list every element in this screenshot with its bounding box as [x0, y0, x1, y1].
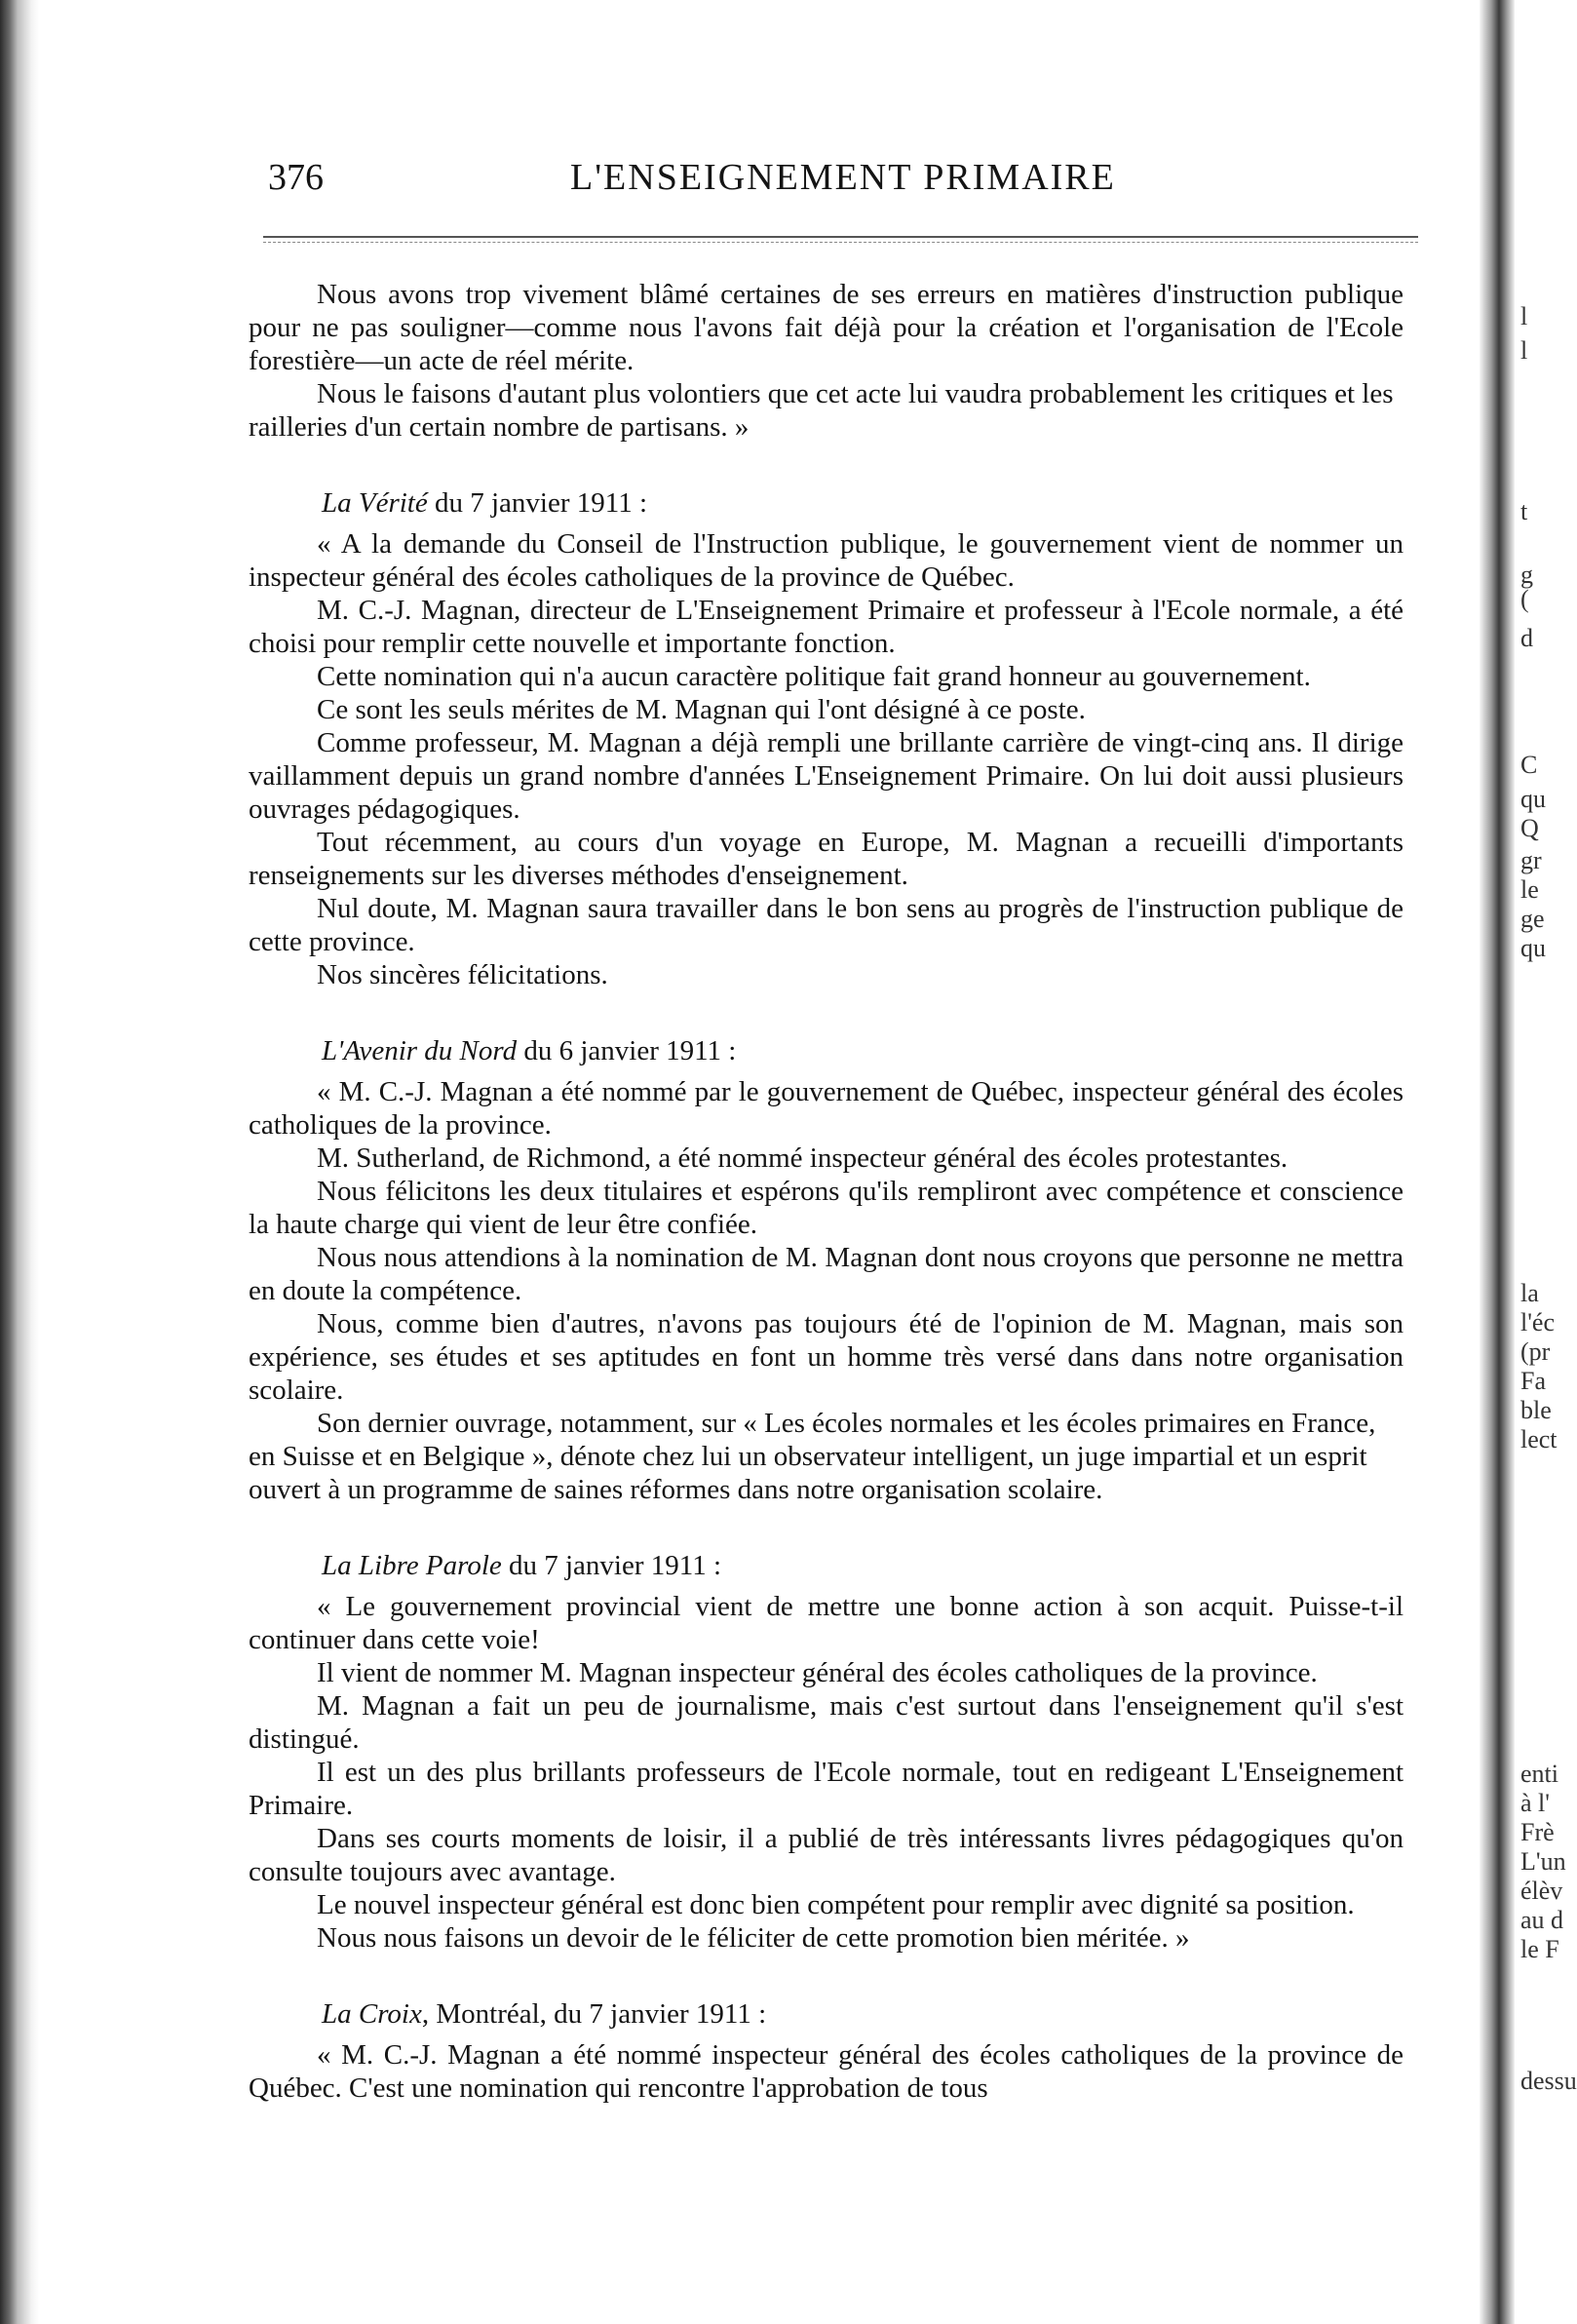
source-date: du 6 janvier 1911 :: [517, 1035, 737, 1066]
paragraph: Nous, comme bien d'autres, n'avons pas toujours été de l'opinion de M. Magnan, mais son expérience, ses études et ses aptitudes en font un homme très versé dans dans notre organisation scolaire.: [249, 1308, 1404, 1406]
margin-fragment: à l': [1520, 1789, 1550, 1817]
page-body: [249, 278, 1404, 2105]
paragraph: « M. C.-J. Magnan a été nommé inspecteur général des écoles catholiques de la province de Québec. C'est une nomination qui rencontre l'approbation de tous: [249, 2039, 1404, 2104]
paragraph: Il est un des plus brillants professeurs de l'Ecole normale, tout en redigeant L'Enseignement Primaire.: [249, 1757, 1404, 1821]
margin-fragment: C: [1520, 751, 1538, 779]
margin-fragment: au d: [1520, 1906, 1564, 1934]
margin-fragment: ge: [1520, 905, 1545, 933]
source-date: , Montréal, du 7 janvier 1911 :: [421, 1998, 767, 2030]
margin-fragment: L'un: [1520, 1847, 1566, 1876]
margin-fragment: t: [1520, 497, 1528, 525]
paragraph: Le nouvel inspecteur général est donc bien compétent pour remplir avec dignité sa position.: [317, 1889, 1355, 1920]
margin-fragment: qu: [1520, 934, 1546, 962]
paragraph: M. Magnan a fait un peu de journalisme, mais c'est surtout dans l'enseignement qu'il s'est distingué.: [249, 1690, 1404, 1755]
margin-fragment: (pr: [1520, 1337, 1551, 1366]
source-date: du 7 janvier 1911 :: [501, 1550, 721, 1581]
margin-fragment: Fa: [1520, 1367, 1546, 1395]
source-heading: [249, 1549, 1404, 1582]
book-page: [249, 146, 1418, 2104]
paragraph: Nous le faisons d'autant plus volontiers que cet acte lui vaudra probablement les critiques et les railleries d'un certain nombre de partisans. »: [249, 378, 1394, 443]
source-title: La Libre Parole: [322, 1550, 502, 1581]
section-avenir-du-nord: [249, 1034, 1404, 1506]
paragraph: Il vient de nommer M. Magnan inspecteur général des écoles catholiques de la province.: [317, 1657, 1318, 1688]
page-header: [249, 146, 1418, 205]
page-gutter-left: [0, 0, 39, 2324]
section-la-croix: [249, 1997, 1404, 2105]
intro-block: [249, 278, 1404, 444]
margin-fragment: dessu: [1520, 2067, 1577, 2095]
margin-fragment: d: [1520, 624, 1533, 652]
paragraph: « Le gouvernement provincial vient de mettre une bonne action à son acquit. Puisse-t-il continuer dans cette voie!: [249, 1591, 1404, 1655]
margin-fragment: gr: [1520, 846, 1542, 874]
margin-fragment: l: [1520, 336, 1528, 365]
margin-fragment: le F: [1520, 1935, 1559, 1963]
paragraph: Nos sincères félicitations.: [317, 959, 608, 990]
source-title: La Croix: [322, 1998, 422, 2030]
margin-fragment: ble: [1520, 1396, 1552, 1424]
facing-page-fragments: [1517, 0, 1577, 2324]
source-heading: [249, 1034, 1404, 1067]
source-title: L'Avenir du Nord: [322, 1035, 518, 1066]
paragraph: Nous avons trop vivement blâmé certaines de ses erreurs en matières d'instruction publique pour ne pas souligner—comme nous l'avons fait déjà pour la création et l'organisation de l'Ecole forestière—un acte de réel mérite.: [249, 279, 1404, 376]
paragraph: Ce sont les seuls mérites de M. Magnan qui l'ont désigné à ce poste.: [317, 694, 1086, 725]
paragraph: Comme professeur, M. Magnan a déjà rempli une brillante carrière de vingt-cinq ans. Il dirige vaillamment depuis un grand nombre d'années L'Enseignement Primaire. On lui doit aussi plusieurs ouvrages pédagogiques.: [249, 727, 1404, 825]
margin-fragment: lect: [1520, 1425, 1558, 1453]
margin-fragment: (: [1520, 585, 1529, 613]
page-number: 376: [268, 157, 324, 198]
margin-fragment: l'éc: [1520, 1308, 1555, 1336]
margin-fragment: Q: [1520, 814, 1539, 842]
paragraph: M. Sutherland, de Richmond, a été nommé inspecteur général des écoles protestantes.: [317, 1143, 1289, 1174]
paragraph: Son dernier ouvrage, notamment, sur « Les écoles normales et les écoles primaires en France, en Suisse et en Belgique », dénote chez lui un observateur intelligent, un juge impartial et un esprit ouvert à un programme de saines réformes dans notre organisation scolaire.: [249, 1408, 1376, 1505]
paragraph: Nul doute, M. Magnan saura travailler dans le bon sens au progrès de l'instruction publique de cette province.: [249, 893, 1404, 957]
source-heading: [249, 1997, 1404, 2031]
source-date: du 7 janvier 1911 :: [427, 487, 647, 519]
section-libre-parole: [249, 1549, 1404, 1955]
paragraph: « M. C.-J. Magnan a été nommé par le gouvernement de Québec, inspecteur général des écoles catholiques de la province.: [249, 1076, 1404, 1141]
paragraph: « A la demande du Conseil de l'Instruction publique, le gouvernement vient de nommer un inspecteur général des écoles catholiques de la province de Québec.: [249, 528, 1404, 593]
margin-fragment: Frè: [1520, 1818, 1555, 1846]
paragraph: Nous nous attendions à la nomination de M. Magnan dont nous croyons que personne ne mettra en doute la compétence.: [249, 1242, 1404, 1306]
book-spine-shadow: [1480, 0, 1515, 2324]
paragraph: Tout récemment, au cours d'un voyage en Europe, M. Magnan a recueilli d'importants renseignements sur les diverses méthodes d'enseignement.: [249, 827, 1404, 891]
margin-fragment: élèv: [1520, 1877, 1563, 1905]
source-title: La Vérité: [322, 487, 428, 519]
margin-fragment: la: [1520, 1279, 1539, 1307]
paragraph: Nous nous faisons un devoir de le féliciter de cette promotion bien méritée. »: [317, 1922, 1190, 1954]
paragraph: M. C.-J. Magnan, directeur de L'Enseignement Primaire et professeur à l'Ecole normale, a été choisi pour remplir cette nouvelle et importante fonction.: [249, 595, 1404, 659]
margin-fragment: le: [1520, 875, 1539, 904]
header-rule: [263, 236, 1418, 243]
margin-fragment: qu: [1520, 785, 1546, 813]
paragraph: Nous félicitons les deux titulaires et espérons qu'ils rempliront avec compétence et conscience la haute charge qui vient de leur être confiée.: [249, 1176, 1404, 1240]
margin-fragment: enti: [1520, 1760, 1558, 1788]
paragraph: Cette nomination qui n'a aucun caractère politique fait grand honneur au gouvernement.: [317, 661, 1311, 692]
margin-fragment: g: [1520, 561, 1533, 589]
running-head: L'ENSEIGNEMENT PRIMAIRE: [570, 157, 1116, 198]
paragraph: Dans ses courts moments de loisir, il a publié de très intéressants livres pédagogiques qu'on consulte toujours avec avantage.: [249, 1823, 1404, 1887]
source-heading: [249, 486, 1404, 520]
margin-fragment: l: [1520, 302, 1528, 330]
section-la-verite: [249, 486, 1404, 991]
